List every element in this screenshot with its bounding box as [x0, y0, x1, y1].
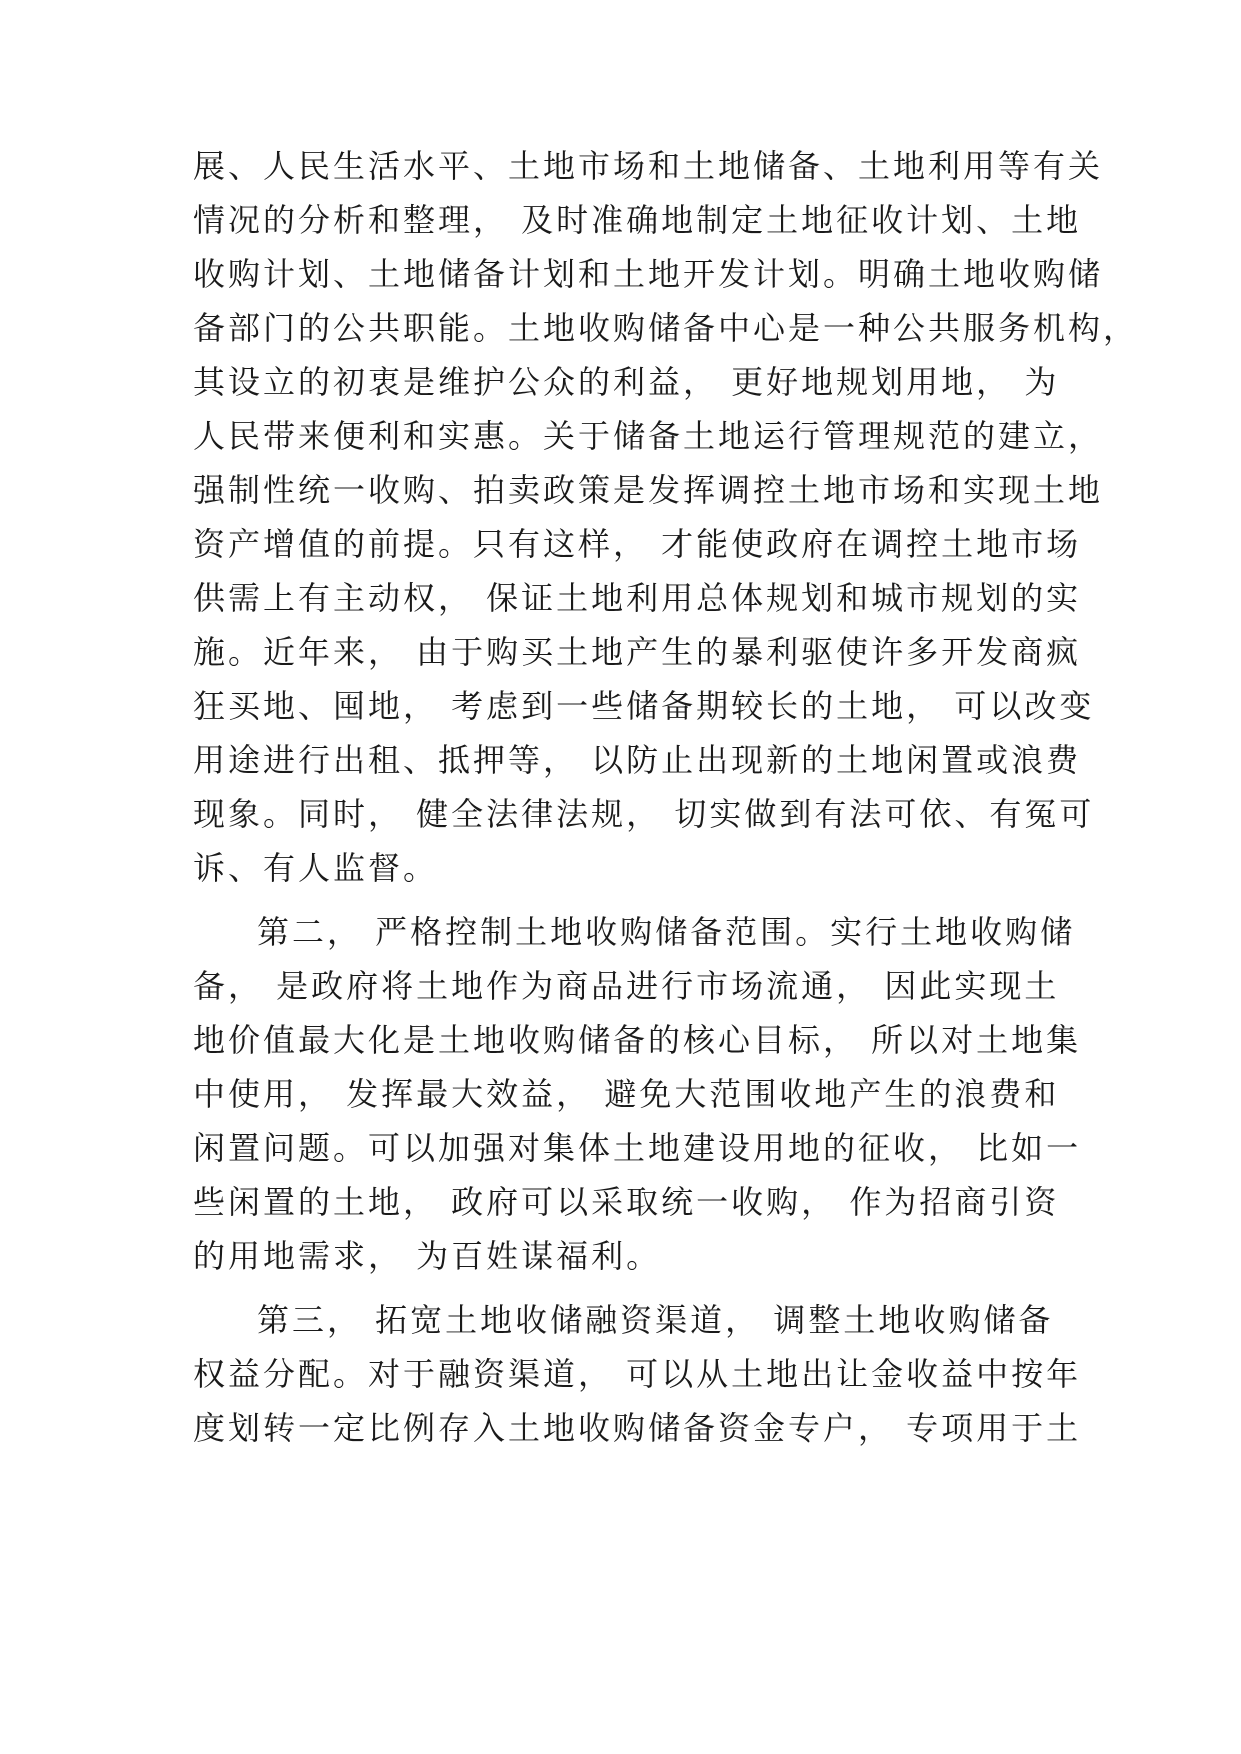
text-line: 的用地需求， 为百姓谋福利。: [193, 1237, 662, 1275]
text-line: 资产增值的前提。只有这样， 才能使政府在调控土地市场: [193, 525, 1082, 563]
text-line: 现象。同时， 健全法律法规， 切实做到有法可依、有冤可: [193, 795, 1095, 833]
text-line: 备， 是政府将土地作为商品进行市场流通， 因此实现土: [193, 967, 1060, 1005]
text-line: 收购计划、土地储备计划和土地开发计划。明确土地收购储: [193, 255, 1104, 293]
text-line: 供需上有主动权， 保证土地利用总体规划和城市规划的实: [193, 579, 1082, 617]
text-line: 诉、有人监督。: [193, 849, 439, 887]
text-line: 权益分配。对于融资渠道， 可以从土地出让金收益中按年: [193, 1355, 1082, 1393]
text-line: 人民带来便利和实惠。关于储备土地运行管理规范的建立，: [193, 417, 1104, 455]
text-line: 狂买地、囤地， 考虑到一些储备期较长的土地， 可以改变: [193, 687, 1095, 725]
text-line: 中使用， 发挥最大效益， 避免大范围收地产生的浪费和: [193, 1075, 1060, 1113]
text-line: 强制性统一收购、拍卖政策是发挥调控土地市场和实现土地: [193, 471, 1104, 509]
text-line: 展、人民生活水平、土地市场和土地储备、土地利用等有关: [193, 147, 1104, 185]
text-line: 些闲置的土地， 政府可以采取统一收购， 作为招商引资: [193, 1183, 1060, 1221]
text-line: 其设立的初衷是维护公众的利益， 更好地规划用地， 为: [193, 363, 1060, 401]
text-line: 用途进行出租、抵押等， 以防止出现新的土地闲置或浪费: [193, 741, 1082, 779]
text-line: 情况的分析和整理， 及时准确地制定土地征收计划、土地: [193, 201, 1082, 239]
text-line: 备部门的公共职能。土地收购储备中心是一种公共服务机构，: [193, 309, 1139, 347]
text-line: 闲置问题。可以加强对集体土地建设用地的征收， 比如一: [193, 1129, 1082, 1167]
text-line: 度划转一定比例存入土地收购储备资金专户， 专项用于土: [193, 1409, 1082, 1447]
text-line: 施。近年来， 由于购买土地产生的暴利驱使许多开发商疯: [193, 633, 1082, 671]
text-line: 地价值最大化是土地收购储备的核心目标， 所以对土地集: [193, 1021, 1082, 1059]
paragraph-start-line: 第二， 严格控制土地收购储备范围。实行土地收购储: [257, 913, 1076, 951]
paragraph-start-line: 第三， 拓宽土地收储融资渠道， 调整土地收购储备: [257, 1301, 1054, 1339]
